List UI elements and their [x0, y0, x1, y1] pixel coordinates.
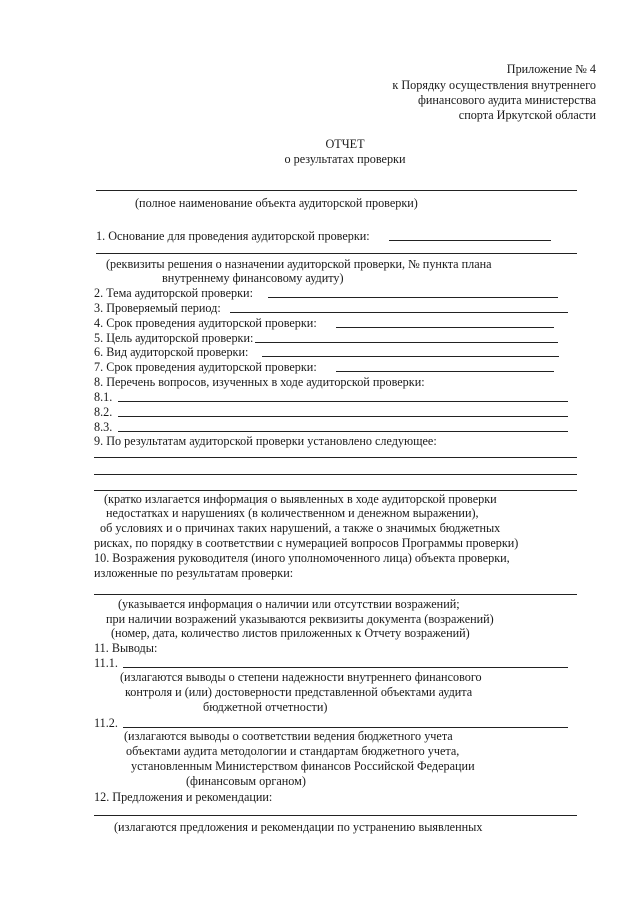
- item-1-note-2: внутреннему финансовому аудиту): [162, 271, 344, 285]
- item-12-note: (излагаются предложения и рекомендации по устранению выявленных: [114, 820, 483, 834]
- item-1-label: 1. Основание для проведения аудиторской проверки:: [96, 229, 370, 243]
- header-line-1: Приложение № 4: [506, 62, 596, 76]
- item-3-label: 3. Проверяемый период:: [94, 301, 221, 315]
- item-6-label: 6. Вид аудиторской проверки:: [94, 345, 249, 359]
- item-10-label-2: изложенные по результатам проверки:: [94, 566, 294, 580]
- page-title: ОТЧЕТ: [325, 137, 365, 151]
- item-4-label: 4. Срок проведения аудиторской проверки:: [94, 316, 317, 330]
- header-line-2: к Порядку осуществления внутреннего: [392, 78, 596, 92]
- item-7-fill-line: [336, 371, 554, 372]
- object-caption: (полное наименование объекта аудиторской проверки): [135, 196, 418, 210]
- item-8-2-fill-line: [118, 416, 568, 417]
- item-11-1-label: 11.1.: [94, 656, 118, 670]
- item-5-label: 5. Цель аудиторской проверки:: [94, 331, 254, 345]
- item-11-label: 11. Выводы:: [94, 641, 158, 655]
- item-10-line: [94, 594, 577, 595]
- item-1-line-2: [96, 253, 577, 254]
- item-11-1-note-2: контроля и (или) достоверности представленной объектами аудита: [125, 685, 473, 699]
- item-9-line-3: [94, 490, 577, 491]
- item-2-fill-line: [268, 297, 558, 298]
- item-10-note-1: (указывается информация о наличии или отсутствии возражений;: [118, 597, 460, 611]
- item-8-label: 8. Перечень вопросов, изученных в ходе аудиторской проверки:: [94, 375, 425, 389]
- header-line-4: спорта Иркутской области: [458, 108, 596, 122]
- page-subtitle: о результатах проверки: [284, 152, 406, 166]
- item-8-2-label: 8.2.: [94, 405, 113, 419]
- item-11-2-note-4: (финансовым органом): [186, 774, 306, 788]
- item-1-fill-line: [389, 240, 551, 241]
- item-11-1-note-3: бюджетной отчетности): [203, 700, 328, 714]
- item-1-note-1: (реквизиты решения о назначении аудиторской проверки, № пункта плана: [106, 257, 492, 271]
- item-9-note-2: недостатках и нарушениях (в количественном и денежном выражении),: [106, 506, 479, 520]
- item-9-label: 9. По результатам аудиторской проверки установлено следующее:: [94, 434, 437, 448]
- item-2-label: 2. Тема аудиторской проверки:: [94, 286, 253, 300]
- item-8-1-label: 8.1.: [94, 390, 113, 404]
- item-11-2-note-2: объектами аудита методологии и стандартам бюджетного учета,: [126, 744, 460, 758]
- item-11-2-note-3: установленным Министерством финансов Российской Федерации: [131, 759, 475, 773]
- item-3-fill-line: [230, 312, 568, 313]
- item-12-line: [94, 815, 577, 816]
- header-line-3: финансового аудита министерства: [417, 93, 596, 107]
- item-9-note-1: (кратко излагается информация о выявленных в ходе аудиторской проверки: [104, 492, 497, 506]
- item-5-fill-line: [255, 342, 558, 343]
- item-8-3-fill-line: [118, 431, 568, 432]
- item-11-1-note-1: (излагаются выводы о степени надежности внутреннего финансового: [120, 670, 482, 684]
- item-11-1-fill-line: [123, 667, 568, 668]
- item-8-3-label: 8.3.: [94, 420, 113, 434]
- object-name-line: [96, 190, 577, 191]
- item-9-line-2: [94, 474, 577, 475]
- item-10-note-3: (номер, дата, количество листов приложенных к Отчету возражений): [111, 626, 470, 640]
- item-6-fill-line: [262, 356, 559, 357]
- item-11-2-fill-line: [123, 727, 568, 728]
- item-9-note-4: рисках, по порядку в соответствии с нумерацией вопросов Программы проверки): [94, 536, 519, 550]
- item-10-note-2: при наличии возражений указываются реквизиты документа (возражений): [106, 612, 494, 626]
- item-9-note-3: об условиях и о причинах таких нарушений, а также о значимых бюджетных: [100, 521, 501, 535]
- item-10-label-1: 10. Возражения руководителя (иного уполномоченного лица) объекта проверки,: [94, 551, 510, 565]
- item-7-label: 7. Срок проведения аудиторской проверки:: [94, 360, 317, 374]
- item-12-label: 12. Предложения и рекомендации:: [94, 790, 273, 804]
- item-11-2-label: 11.2.: [94, 716, 118, 730]
- item-11-2-note-1: (излагаются выводы о соответствии ведения бюджетного учета: [124, 729, 453, 743]
- item-4-fill-line: [336, 327, 554, 328]
- item-9-line-1: [94, 457, 577, 458]
- item-8-1-fill-line: [118, 401, 568, 402]
